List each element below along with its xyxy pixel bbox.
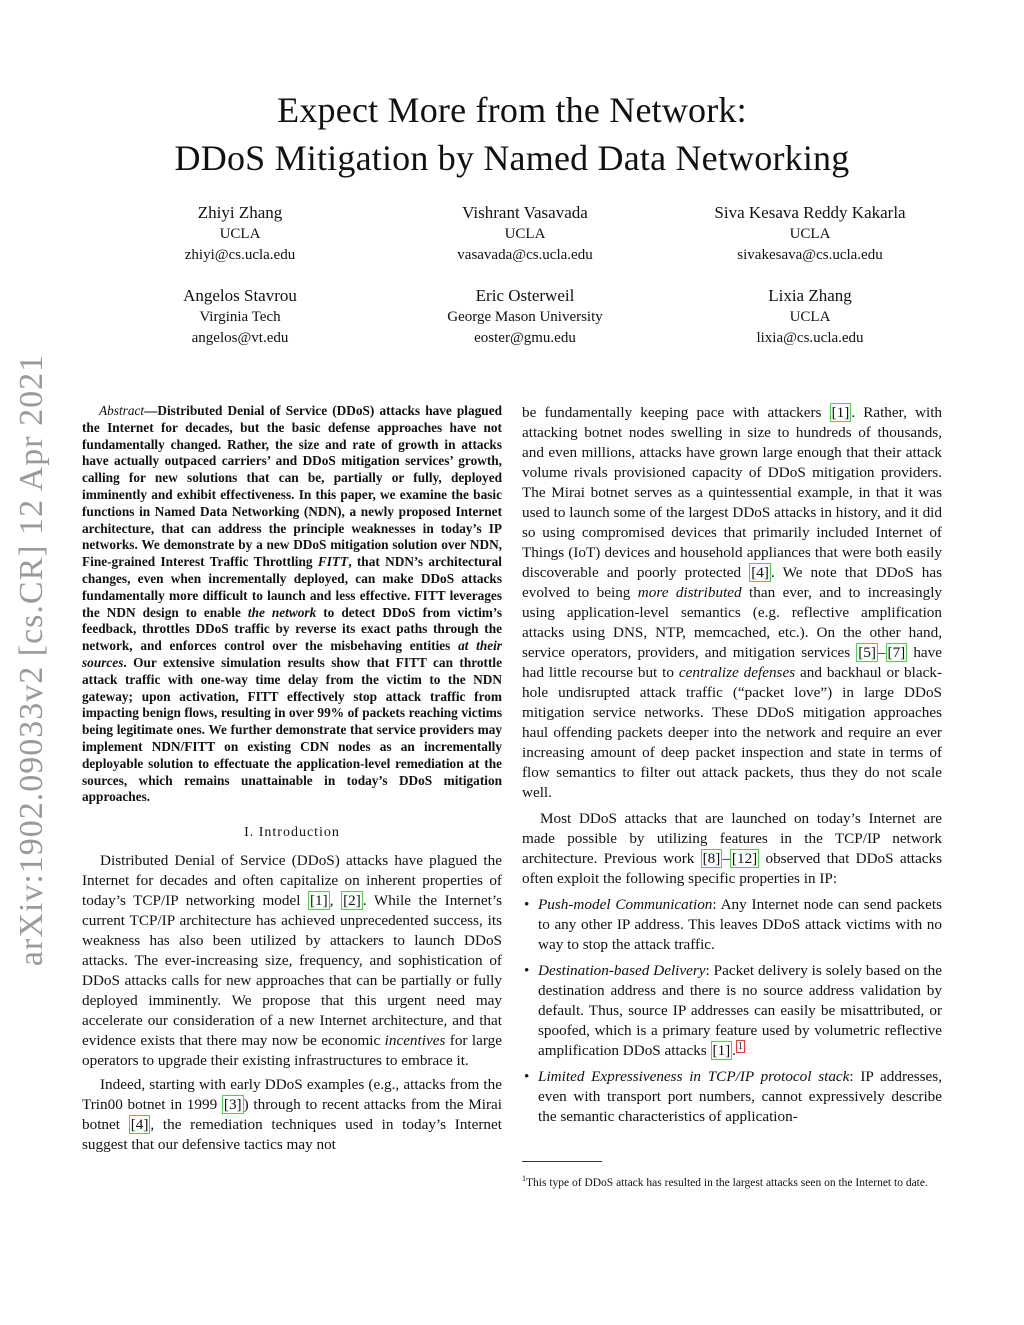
author-email: vasavada@cs.ucla.edu [457,247,593,263]
author-affiliation: George Mason University [447,309,603,325]
author-name: Zhiyi Zhang [197,203,283,222]
text: than ever, and to increasingly using application-level semantics (e.g. reflective amplification attacks using DNS, NTP, memcached, etc.). On the other hand, service operators, providers, and mitigation services [522,584,943,661]
text: ) through to recent attacks from the Mirai botnet [82,1096,502,1134]
footnote-link[interactable]: 1 [738,1040,744,1052]
abstract-text: —Distributed Denial of Service (DDoS) attacks have plagued the Internet for decades, but the basic defense approaches have not fundamentally changed. Rather, the size and rate of growth in attacks have actually outpaced carriers’ and DDoS mitigation services’ growth, calling for new solutions that can be, partially or fully, deployed imminently and exhibit effectiveness. In this paper, we examine the basic functions in Named Data Networking (NDN), a newly proposed Internet architecture, that can address the principle weaknesses in today’s IP networks. We demonstrate by a new DDoS mitigation solution over NDN, Fine-grained Interest Traffic Throttling [82,403,502,570]
list-term: Limited Expressiveness in TCP/IP protocol stack [538,1068,850,1085]
author-name: Angelos Stavrou [183,286,297,305]
author-email: zhiyi@cs.ucla.edu [184,247,296,263]
list-item [522,961,942,1061]
citation-link[interactable]: [4] [751,564,769,581]
citation-link[interactable]: [5] [858,644,876,661]
citation-link[interactable]: [12] [731,850,758,867]
paragraph [522,403,942,803]
author-affiliation: UCLA [504,226,546,242]
author-email: eoster@gmu.edu [474,330,576,346]
bullet-icon: • [524,962,530,979]
list-text: : Packet delivery is solely based on the destination address and there is no source address validation by default. Thus, source IP addresses can easily be misattributed, or spoofed, which is a primary feature used by volumetric reflective amplification DDoS attacks [538,962,942,1059]
author-block [100,285,380,348]
citation-link[interactable]: [1] [831,404,850,421]
text: have had little recourse but to [522,644,942,681]
paragraph [522,809,942,889]
list-text: : Any Internet node can send packets to any other IP address. This leaves DDoS attack victims with no way to stop the attack traffic. [538,896,942,953]
text: . We note that DDoS has evolved to being [522,564,943,601]
title-line-2: DDoS Mitigation by Named Data Networking [174,138,850,178]
author-row-2 [100,285,950,348]
author-block [100,202,380,265]
author-name: Lixia Zhang [768,286,852,305]
text: Most DDoS attacks that are launched on today’s Internet are made possible by utilizing features in the TCP/IP network architecture. Previous work [522,810,942,867]
citation-link[interactable]: [3] [223,1096,242,1114]
citation-link[interactable]: [8] [702,850,721,867]
footnote-mark: 1 [522,1174,526,1183]
citation-link[interactable]: [2] [343,892,361,910]
author-name: Eric Osterweil [475,286,575,305]
text: , [329,892,342,910]
left-column [82,403,502,1155]
author-block [670,285,950,348]
arxiv-stamp: arXiv:1902.09033v2 [cs.CR] 12 Apr 2021 [13,353,50,967]
footnote-text: This type of DDoS attack has resulted in the largest attacks seen on the Internet to date. [526,1176,928,1189]
text: for large operators to upgrade their existing infrastructures to embrace it. [82,1032,502,1070]
citation-link[interactable]: [4] [130,1116,149,1134]
property-list [522,895,942,1127]
author-affiliation: UCLA [219,226,261,242]
paragraph [82,851,502,1071]
author-email: lixia@cs.ucla.edu [756,330,864,346]
list-term: Push-model Communication [538,896,713,913]
abstract-emphasis: FITT [317,554,349,570]
text: observed that DDoS attacks often exploit the following specific properties in IP: [522,850,942,887]
list-term: Destination-based Delivery [538,962,706,979]
emphasis: more distributed [637,584,742,601]
author-affiliation: UCLA [789,309,831,325]
author-row-1 [100,202,950,265]
author-block [670,202,950,265]
footnote-divider [522,1161,602,1162]
footnote [522,1171,942,1191]
list-text: : IP addresses, even with transport port numbers, cannot expressively describe the semantic characteristics of application- [538,1068,943,1125]
section-heading: I. Introduction [244,825,340,841]
author-name: Vishrant Vasavada [462,203,588,222]
emphasis: centralize defenses [678,664,796,681]
author-email: sivakesava@cs.ucla.edu [737,247,883,263]
paper-title [0,86,1024,182]
text: . Rather, with attacking botnet nodes swelling in size to hundreds of thousands, and even millions, attacks have grown large enough that their attack volume rivals provisioned capacity of DDoS mitigation providers. The Mirai botnet serves as a quintessential example, in that it was used to launch some of the largest DDoS attacks in history, and it did so using compromised devices that primarily included Internet of Things (IoT) devices and household appliances that were both easily discoverable and poorly protected [522,404,943,581]
emphasis: incentives [384,1032,446,1050]
abstract-text: . Our extensive simulation results show that FITT can throttle attack traffic with one-way time delay from the victim to the NDN gateway; upon activation, FITT effectively stop attack traffic from impacting benign flows, resulting in over 99% of packets reaching victims being legitimate ones. We further demonstrate that service providers may implement NDN/FITT on existing CDN nodes as an incrementally deployable solution to effectuate the application-level remediation at the sources, which remains unattainable in today’s DDoS mitigation approaches. [82,654,502,805]
author-block [385,285,665,348]
citation-link[interactable]: [1] [712,1042,731,1059]
author-block [385,202,665,265]
abstract [82,403,502,806]
list-item [522,895,942,955]
text: be fundamentally keeping pace with attackers [522,404,830,421]
text: – [722,850,730,867]
abstract-lead: Abstract [99,403,145,418]
text: Distributed Denial of Service (DDoS) attacks have plagued the Internet for decades and often capitalize on inherent properties of today’s TCP/IP networking model [82,852,502,910]
author-affiliation: Virginia Tech [199,309,281,325]
citation-link[interactable]: [7] [887,644,906,661]
text: – [877,644,886,661]
author-email: angelos@vt.edu [191,330,289,346]
title-line-1: Expect More from the Network: [277,90,747,130]
text: and backhaul or black-hole undisrupted attack traffic (“packet love”) in large DDoS mitigation service networks. These DDoS mitigation approaches haul offending packets deeper into the network and require an ever increasing amount of deep packet inspection and state in terms of flow semantics to filter out attack packets, thus they do not scale well. [522,664,943,801]
text: Indeed, starting with early DDoS examples (e.g., attacks from the Trin00 botnet in 1999 [82,1076,502,1114]
right-column [522,403,942,1133]
abstract-text: , that NDN’s architectural changes, even when incrementally deployed, can make DDoS attacks fundamentally more difficult to launch and less effective. FITT leverages the NDN design to enable [82,554,502,620]
abstract-emphasis: the network [247,604,317,620]
author-affiliation: UCLA [789,226,831,242]
citation-link[interactable]: [1] [309,892,328,910]
text: , the remediation techniques used in today’s Internet suggest that our defensive tactics may not [82,1116,502,1154]
paragraph [82,1075,502,1155]
list-text: . [732,1042,737,1059]
list-item [522,1067,942,1127]
bullet-icon: • [524,896,530,913]
bullet-icon: • [524,1068,530,1085]
abstract-text: to detect DDoS from victim’s feedback, throttles DDoS traffic by reverse its exact paths through the network, and enforces control over the misbehaving entities [82,604,502,654]
abstract-emphasis: at their sources [82,638,502,670]
text: . While the Internet’s current TCP/IP architecture has achieved unprecedented success, its weakness has also been utilized by attackers to launch DDoS attacks. The ever-increasing size, frequency, and sophistication of DDoS attacks calls for new approaches that can be partially or fully deployed imminently. We propose that this urgent need may accelerate our consideration of a new Internet architecture, and that evidence exists that there may now be economic [82,892,502,1050]
author-name: Siva Kesava Reddy Kakarla [714,203,906,222]
